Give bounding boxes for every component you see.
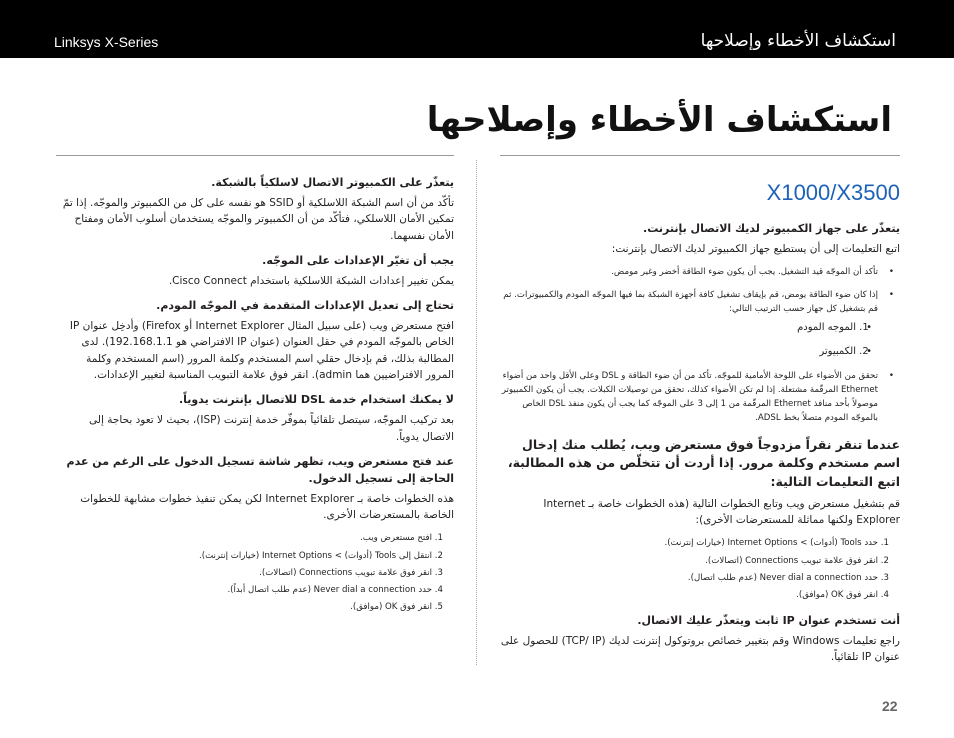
left-heading-5: عند فتح مستعرض ويب، تظهر شاشة تسجيل الدخول على الرغم من عدم الحاجة إلى تسجيل الدخول.: [66, 454, 454, 485]
section-title: استكشاف الأخطاء وإصلاحها: [700, 31, 896, 51]
brand-label: Linksys X-Series: [54, 34, 159, 50]
list-item: 3. حدد Never dial a connection (عدم طلب اتصال).: [500, 571, 878, 585]
right-heading-2: عندما تنقر نقراً مزدوجاً فوق مستعرض ويب، يُطلب منك إدخال اسم مستخدم وكلمة مرور. إذا أردت أن تتخلّص من هذه المطالبة، اتبع التعليمات التالية:: [507, 436, 900, 490]
list-item: 5. انقر فوق OK (موافق).: [56, 600, 432, 614]
left-paragraph-5: هذه الخطوات خاصة بـ Internet Explorer لكن يمكن تنفيذ خطوات مشابهة للخطوات الخاصة بالمستعرضات الأخرى.: [80, 492, 454, 522]
left-steps-list: [56, 531, 454, 614]
left-heading-3: تحتاج إلى تعديل الإعدادات المتقدمة في الموجّه المودم.: [156, 299, 454, 313]
left-heading-4: لا يمكنك استخدام خدمة DSL للاتصال بإنترنت يدوياً.: [178, 393, 454, 407]
right-bullets: [500, 265, 900, 425]
right-steps-list: [500, 536, 900, 602]
column-divider: [476, 160, 477, 665]
left-paragraph-4: بعد تركيب الموجّه، سيتصل تلقائياً بموفّر خدمة إنترنت (ISP)، بحيث لا تعود بحاجة إلى الاتصال يدوياً.: [89, 414, 454, 443]
list-item: 4. انقر فوق OK (موافق).: [500, 588, 878, 602]
left-column: [56, 166, 454, 624]
list-item: 2. انتقل إلى Tools (أدوات) > Internet Options (خيارات إنترنت).: [56, 549, 432, 563]
right-paragraph-3: راجع تعليمات Windows وقم بتغيير خصائص بروتوكول إنترنت لديك (TCP/ IP) للحصول على عنوان IP تلقائياً.: [500, 635, 900, 664]
list-item: 1. حدد Tools (أدوات) > Internet Options (خيارات إنترنت).: [500, 536, 878, 550]
header-bar: [0, 0, 954, 58]
right-column: [500, 166, 900, 674]
right-heading-3: أنت تستخدم عنوان IP ثابت ويتعذّر عليك الاتصال.: [637, 614, 900, 628]
list-item: 1. افتح مستعرض ويب.: [56, 531, 432, 545]
left-paragraph-3: افتح مستعرض ويب (على سبيل المثال Internet Explorer أو Firefox) وأدخِل عنوان IP الخاص بالموجّه المودم في حقل العنوان (عنوان IP الافتراضي هو 192.168.1.1). لدى المطالبة بذلك، قم بإدخال حقلي اسم المستخدم وكلمة المرور (اسم المستخدم وكلمة المرور الافتراضيين هما admin). انقر فوق علامة التبويب المناسبة لتغيير الإعدادات.: [69, 320, 454, 381]
right-rule: [500, 155, 900, 156]
list-item: 3. انقر فوق علامة تبويب Connections (اتصالات).: [56, 566, 432, 580]
list-item: • 2. الكمبيوتر: [500, 344, 856, 361]
list-item: • تأكد أن الموجّه قيد التشغيل. يجب أن يكون ضوء الطاقة أخضر وغير مومض.: [500, 265, 878, 279]
list-item: 2. انقر فوق علامة تبويب Connections (اتصالات).: [500, 554, 878, 568]
page-number: 22: [882, 698, 898, 714]
left-heading-1: يتعذّر على الكمبيوتر الاتصال لاسلكياً بالشبكة.: [211, 176, 454, 189]
list-item: • تحقق من الأضواء على اللوحة الأمامية للموجّه. تأكد من أن ضوء الطاقة و DSL وعلى الأقل واحد من أضواء Ethernet المرقّمة مشتعلة. إذا لم تكن الأضواء كذلك، تحقق من توصيلات الكبلات. يجب أن يكون الكمبيوتر موصولاً بأحد منافذ Ethernet المرقّمة من 1 إلى 3 على الموجّه كما يجب أن يكون منفذ DSL الخاص بالموجّه المودم متصلاً بخط ADSL.: [500, 369, 878, 426]
right-intro: اتبع التعليمات إلى أن يستطيع جهاز الكمبيوتر لديك الاتصال بإنترنت:: [611, 243, 900, 256]
right-paragraph-2: قم بتشغيل مستعرض ويب وتابع الخطوات التالية (هذه الخطوات خاصة بـ Internet Explorer ولكنها مماثلة للمستعرضات الأخرى):: [543, 497, 900, 527]
left-paragraph-2: يمكن تغيير إعدادات الشبكة اللاسلكية باستخدام Cisco Connect.: [168, 274, 454, 287]
model-heading: X1000/X3500: [766, 180, 900, 205]
page-title: استكشاف الأخطاء وإصلاحها: [426, 100, 892, 140]
list-item: [500, 288, 878, 361]
right-heading-1: يتعذّر على جهاز الكمبيوتر لديك الاتصال بإنترنت.: [643, 222, 900, 236]
left-rule: [56, 155, 454, 156]
list-item: • 1. الموجه المودم: [500, 320, 856, 337]
list-item: 4. حدد Never dial a connection (عدم طلب اتصال أبداً).: [56, 583, 432, 597]
bullet-text: إذا كان ضوء الطاقة يومض، قم بإيقاف تشغيل كافة أجهزة الشبكة بما فيها الموجّه المودم والكمبيوترات. ثم قم بتشغيل كل جهاز حسب الترتيب التالي:: [503, 289, 878, 314]
left-heading-2: يجب أن تغيّر الإعدادات على الموجّه.: [262, 253, 454, 267]
left-paragraph-1: تأكّد من أن اسم الشبكة اللاسلكية أو SSID هو نفسه على كل من الكمبيوتر والموجّه. إذا تمّ تمكين الأمان اللاسلكي، فتأكّد من أن الكمبيوتر والموجّه يستخدمان أسلوب الأمان ومفتاح الأمان نفسهما.: [62, 197, 454, 242]
